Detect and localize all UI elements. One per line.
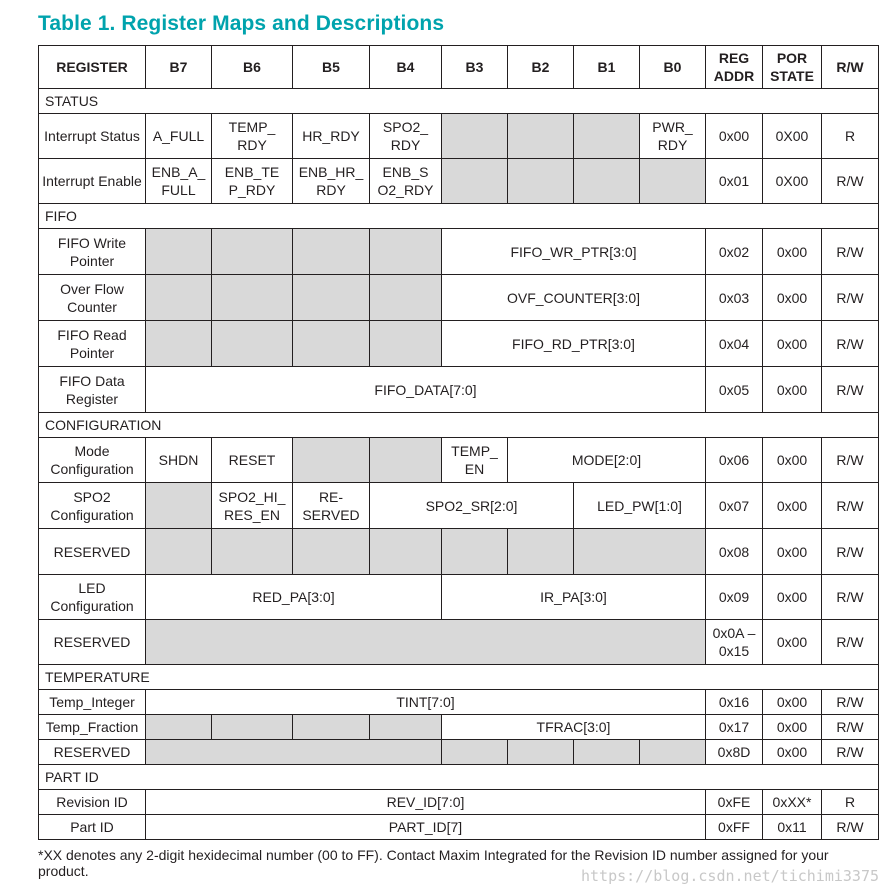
- unused-bit-cell: [442, 740, 508, 765]
- table-title: Table 1. Register Maps and Descriptions: [38, 12, 445, 35]
- register-name: Mode Configuration: [39, 438, 146, 483]
- reg-addr: 0x06: [706, 438, 763, 483]
- por-state: 0x00: [763, 529, 822, 575]
- rw: R/W: [822, 229, 879, 275]
- register-name: Interrupt Status: [39, 114, 146, 159]
- bit-cell: TEMP_ RDY: [212, 114, 293, 159]
- header-por-state: POR STATE: [763, 46, 822, 89]
- bit-cell: ENB_TE P_RDY: [212, 159, 293, 204]
- unused-bit-cell: [146, 229, 212, 275]
- reg-addr: 0x09: [706, 575, 763, 620]
- register-name: Temp_Integer: [39, 690, 146, 715]
- field-cell: MODE[2:0]: [508, 438, 706, 483]
- unused-bit-cell: [293, 438, 370, 483]
- por-state: 0x00: [763, 620, 822, 665]
- reg-addr: 0x0A – 0x15: [706, 620, 763, 665]
- unused-bit-cell: [293, 275, 370, 321]
- bit-cell: SPO2_ RDY: [370, 114, 442, 159]
- unused-bit-cell: [293, 529, 370, 575]
- rw: R/W: [822, 715, 879, 740]
- table-row: [39, 275, 879, 321]
- unused-bit-cell: [508, 529, 574, 575]
- table-row: [39, 229, 879, 275]
- reg-addr: 0x07: [706, 483, 763, 529]
- field-cell: SPO2_SR[2:0]: [370, 483, 574, 529]
- table-row: [39, 159, 879, 204]
- section-status: STATUS: [39, 89, 879, 114]
- field-cell: LED_PW[1:0]: [574, 483, 706, 529]
- unused-bit-cell: [574, 159, 640, 204]
- unused-bit-cell: [370, 275, 442, 321]
- table-row: [39, 740, 879, 765]
- header-rw: R/W: [822, 46, 879, 89]
- rw: R: [822, 790, 879, 815]
- section-fifo: FIFO: [39, 204, 879, 229]
- por-state: 0x00: [763, 483, 822, 529]
- register-name: Interrupt Enable: [39, 159, 146, 204]
- rw: R/W: [822, 483, 879, 529]
- unused-bit-cell: [574, 114, 640, 159]
- footnote: *XX denotes any 2-digit hexidecimal number (00 to FF). Contact Maxim Integrated for the Revision ID number assigned for your product.: [38, 847, 829, 879]
- table-row: [39, 715, 879, 740]
- bit-cell: A_FULL: [146, 114, 212, 159]
- bit-cell: ENB_S O2_RDY: [370, 159, 442, 204]
- unused-bit-cell: [212, 529, 293, 575]
- unused-bit-cell: [146, 483, 212, 529]
- unused-bit-cell: [146, 275, 212, 321]
- table-row: [39, 575, 879, 620]
- register-name: Revision ID: [39, 790, 146, 815]
- rw: R/W: [822, 321, 879, 367]
- table-row: [39, 114, 879, 159]
- field-cell: TINT[7:0]: [146, 690, 706, 715]
- unused-bit-cell: [146, 620, 706, 665]
- register-name: FIFO Data Register: [39, 367, 146, 413]
- section-temperature: TEMPERATURE: [39, 665, 879, 690]
- rw: R/W: [822, 575, 879, 620]
- reg-addr: 0x00: [706, 114, 763, 159]
- header-reg-addr: REG ADDR: [706, 46, 763, 89]
- rw: R: [822, 114, 879, 159]
- reg-addr: 0x8D: [706, 740, 763, 765]
- unused-bit-cell: [370, 438, 442, 483]
- field-cell: OVF_COUNTER[3:0]: [442, 275, 706, 321]
- unused-bit-cell: [442, 529, 508, 575]
- unused-bit-cell: [640, 159, 706, 204]
- table-row: [39, 529, 879, 575]
- unused-bit-cell: [370, 229, 442, 275]
- section-row: [39, 204, 879, 229]
- bit-cell: RESET: [212, 438, 293, 483]
- por-state: 0x00: [763, 229, 822, 275]
- por-state: 0X00: [763, 159, 822, 204]
- bit-cell: HR_RDY: [293, 114, 370, 159]
- bit-cell: ENB_HR_ RDY: [293, 159, 370, 204]
- bit-cell: PWR_ RDY: [640, 114, 706, 159]
- section-configuration: CONFIGURATION: [39, 413, 879, 438]
- por-state: 0x00: [763, 438, 822, 483]
- unused-bit-cell: [508, 159, 574, 204]
- unused-bit-cell: [640, 740, 706, 765]
- unused-bit-cell: [146, 529, 212, 575]
- field-cell: TFRAC[3:0]: [442, 715, 706, 740]
- field-cell: IR_PA[3:0]: [442, 575, 706, 620]
- rw: R/W: [822, 275, 879, 321]
- por-state: 0x11: [763, 815, 822, 840]
- reg-addr: 0x02: [706, 229, 763, 275]
- unused-bit-cell: [212, 275, 293, 321]
- header-b7: B7: [146, 46, 212, 89]
- section-row: [39, 665, 879, 690]
- rw: R/W: [822, 815, 879, 840]
- header-b4: B4: [370, 46, 442, 89]
- register-name: FIFO Read Pointer: [39, 321, 146, 367]
- por-state: 0x00: [763, 367, 822, 413]
- por-state: 0x00: [763, 575, 822, 620]
- bit-cell: TEMP_ EN: [442, 438, 508, 483]
- reg-addr: 0x04: [706, 321, 763, 367]
- field-cell: PART_ID[7]: [146, 815, 706, 840]
- field-cell: FIFO_WR_PTR[3:0]: [442, 229, 706, 275]
- header-b0: B0: [640, 46, 706, 89]
- register-name: FIFO Write Pointer: [39, 229, 146, 275]
- unused-bit-cell: [370, 529, 442, 575]
- section-row: [39, 413, 879, 438]
- unused-bit-cell: [293, 715, 370, 740]
- section-row: [39, 765, 879, 790]
- rw: R/W: [822, 529, 879, 575]
- unused-bit-cell: [212, 321, 293, 367]
- reg-addr: 0x17: [706, 715, 763, 740]
- header-b6: B6: [212, 46, 293, 89]
- field-cell: FIFO_DATA[7:0]: [146, 367, 706, 413]
- section-row: [39, 89, 879, 114]
- register-name: Temp_Fraction: [39, 715, 146, 740]
- field-cell: FIFO_RD_PTR[3:0]: [442, 321, 706, 367]
- register-name: RESERVED: [39, 620, 146, 665]
- register-name: Part ID: [39, 815, 146, 840]
- header-b3: B3: [442, 46, 508, 89]
- header-b5: B5: [293, 46, 370, 89]
- por-state: 0xXX*: [763, 790, 822, 815]
- table-row: [39, 321, 879, 367]
- field-cell: RED_PA[3:0]: [146, 575, 442, 620]
- unused-bit-cell: [146, 321, 212, 367]
- unused-bit-cell: [370, 715, 442, 740]
- register-name: RESERVED: [39, 740, 146, 765]
- unused-bit-cell: [146, 740, 442, 765]
- por-state: 0x00: [763, 740, 822, 765]
- unused-bit-cell: [442, 159, 508, 204]
- por-state: 0x00: [763, 715, 822, 740]
- rw: R/W: [822, 367, 879, 413]
- unused-bit-cell: [442, 114, 508, 159]
- rw: R/W: [822, 159, 879, 204]
- header-b1: B1: [574, 46, 640, 89]
- watermark: https://blog.csdn.net/tichimi3375: [580, 867, 879, 885]
- unused-bit-cell: [212, 715, 293, 740]
- unused-bit-cell: [212, 229, 293, 275]
- table-row: [39, 620, 879, 665]
- register-name: RESERVED: [39, 529, 146, 575]
- unused-bit-cell: [293, 321, 370, 367]
- bit-cell: ENB_A_ FULL: [146, 159, 212, 204]
- bit-cell: RE- SERVED: [293, 483, 370, 529]
- reg-addr: 0x05: [706, 367, 763, 413]
- register-map-table: [38, 45, 879, 840]
- reg-addr: 0x01: [706, 159, 763, 204]
- register-name: Over Flow Counter: [39, 275, 146, 321]
- unused-bit-cell: [574, 740, 640, 765]
- unused-bit-cell: [508, 740, 574, 765]
- section-part-id: PART ID: [39, 765, 879, 790]
- reg-addr: 0xFF: [706, 815, 763, 840]
- field-cell: REV_ID[7:0]: [146, 790, 706, 815]
- table-row: [39, 438, 879, 483]
- rw: R/W: [822, 438, 879, 483]
- unused-bit-cell: [370, 321, 442, 367]
- unused-bit-cell: [574, 529, 706, 575]
- reg-addr: 0xFE: [706, 790, 763, 815]
- table-row: [39, 367, 879, 413]
- unused-bit-cell: [293, 229, 370, 275]
- register-name: LED Configuration: [39, 575, 146, 620]
- header-register: REGISTER: [39, 46, 146, 89]
- table-row: [39, 790, 879, 815]
- reg-addr: 0x08: [706, 529, 763, 575]
- rw: R/W: [822, 620, 879, 665]
- reg-addr: 0x16: [706, 690, 763, 715]
- por-state: 0X00: [763, 114, 822, 159]
- rw: R/W: [822, 690, 879, 715]
- table-row: [39, 815, 879, 840]
- bit-cell: SPO2_HI_ RES_EN: [212, 483, 293, 529]
- unused-bit-cell: [146, 715, 212, 740]
- por-state: 0x00: [763, 321, 822, 367]
- table-row: [39, 690, 879, 715]
- table-row: [39, 483, 879, 529]
- reg-addr: 0x03: [706, 275, 763, 321]
- por-state: 0x00: [763, 690, 822, 715]
- header-b2: B2: [508, 46, 574, 89]
- por-state: 0x00: [763, 275, 822, 321]
- header-row: [39, 46, 879, 89]
- register-name: SPO2 Configuration: [39, 483, 146, 529]
- bit-cell: SHDN: [146, 438, 212, 483]
- unused-bit-cell: [508, 114, 574, 159]
- rw: R/W: [822, 740, 879, 765]
